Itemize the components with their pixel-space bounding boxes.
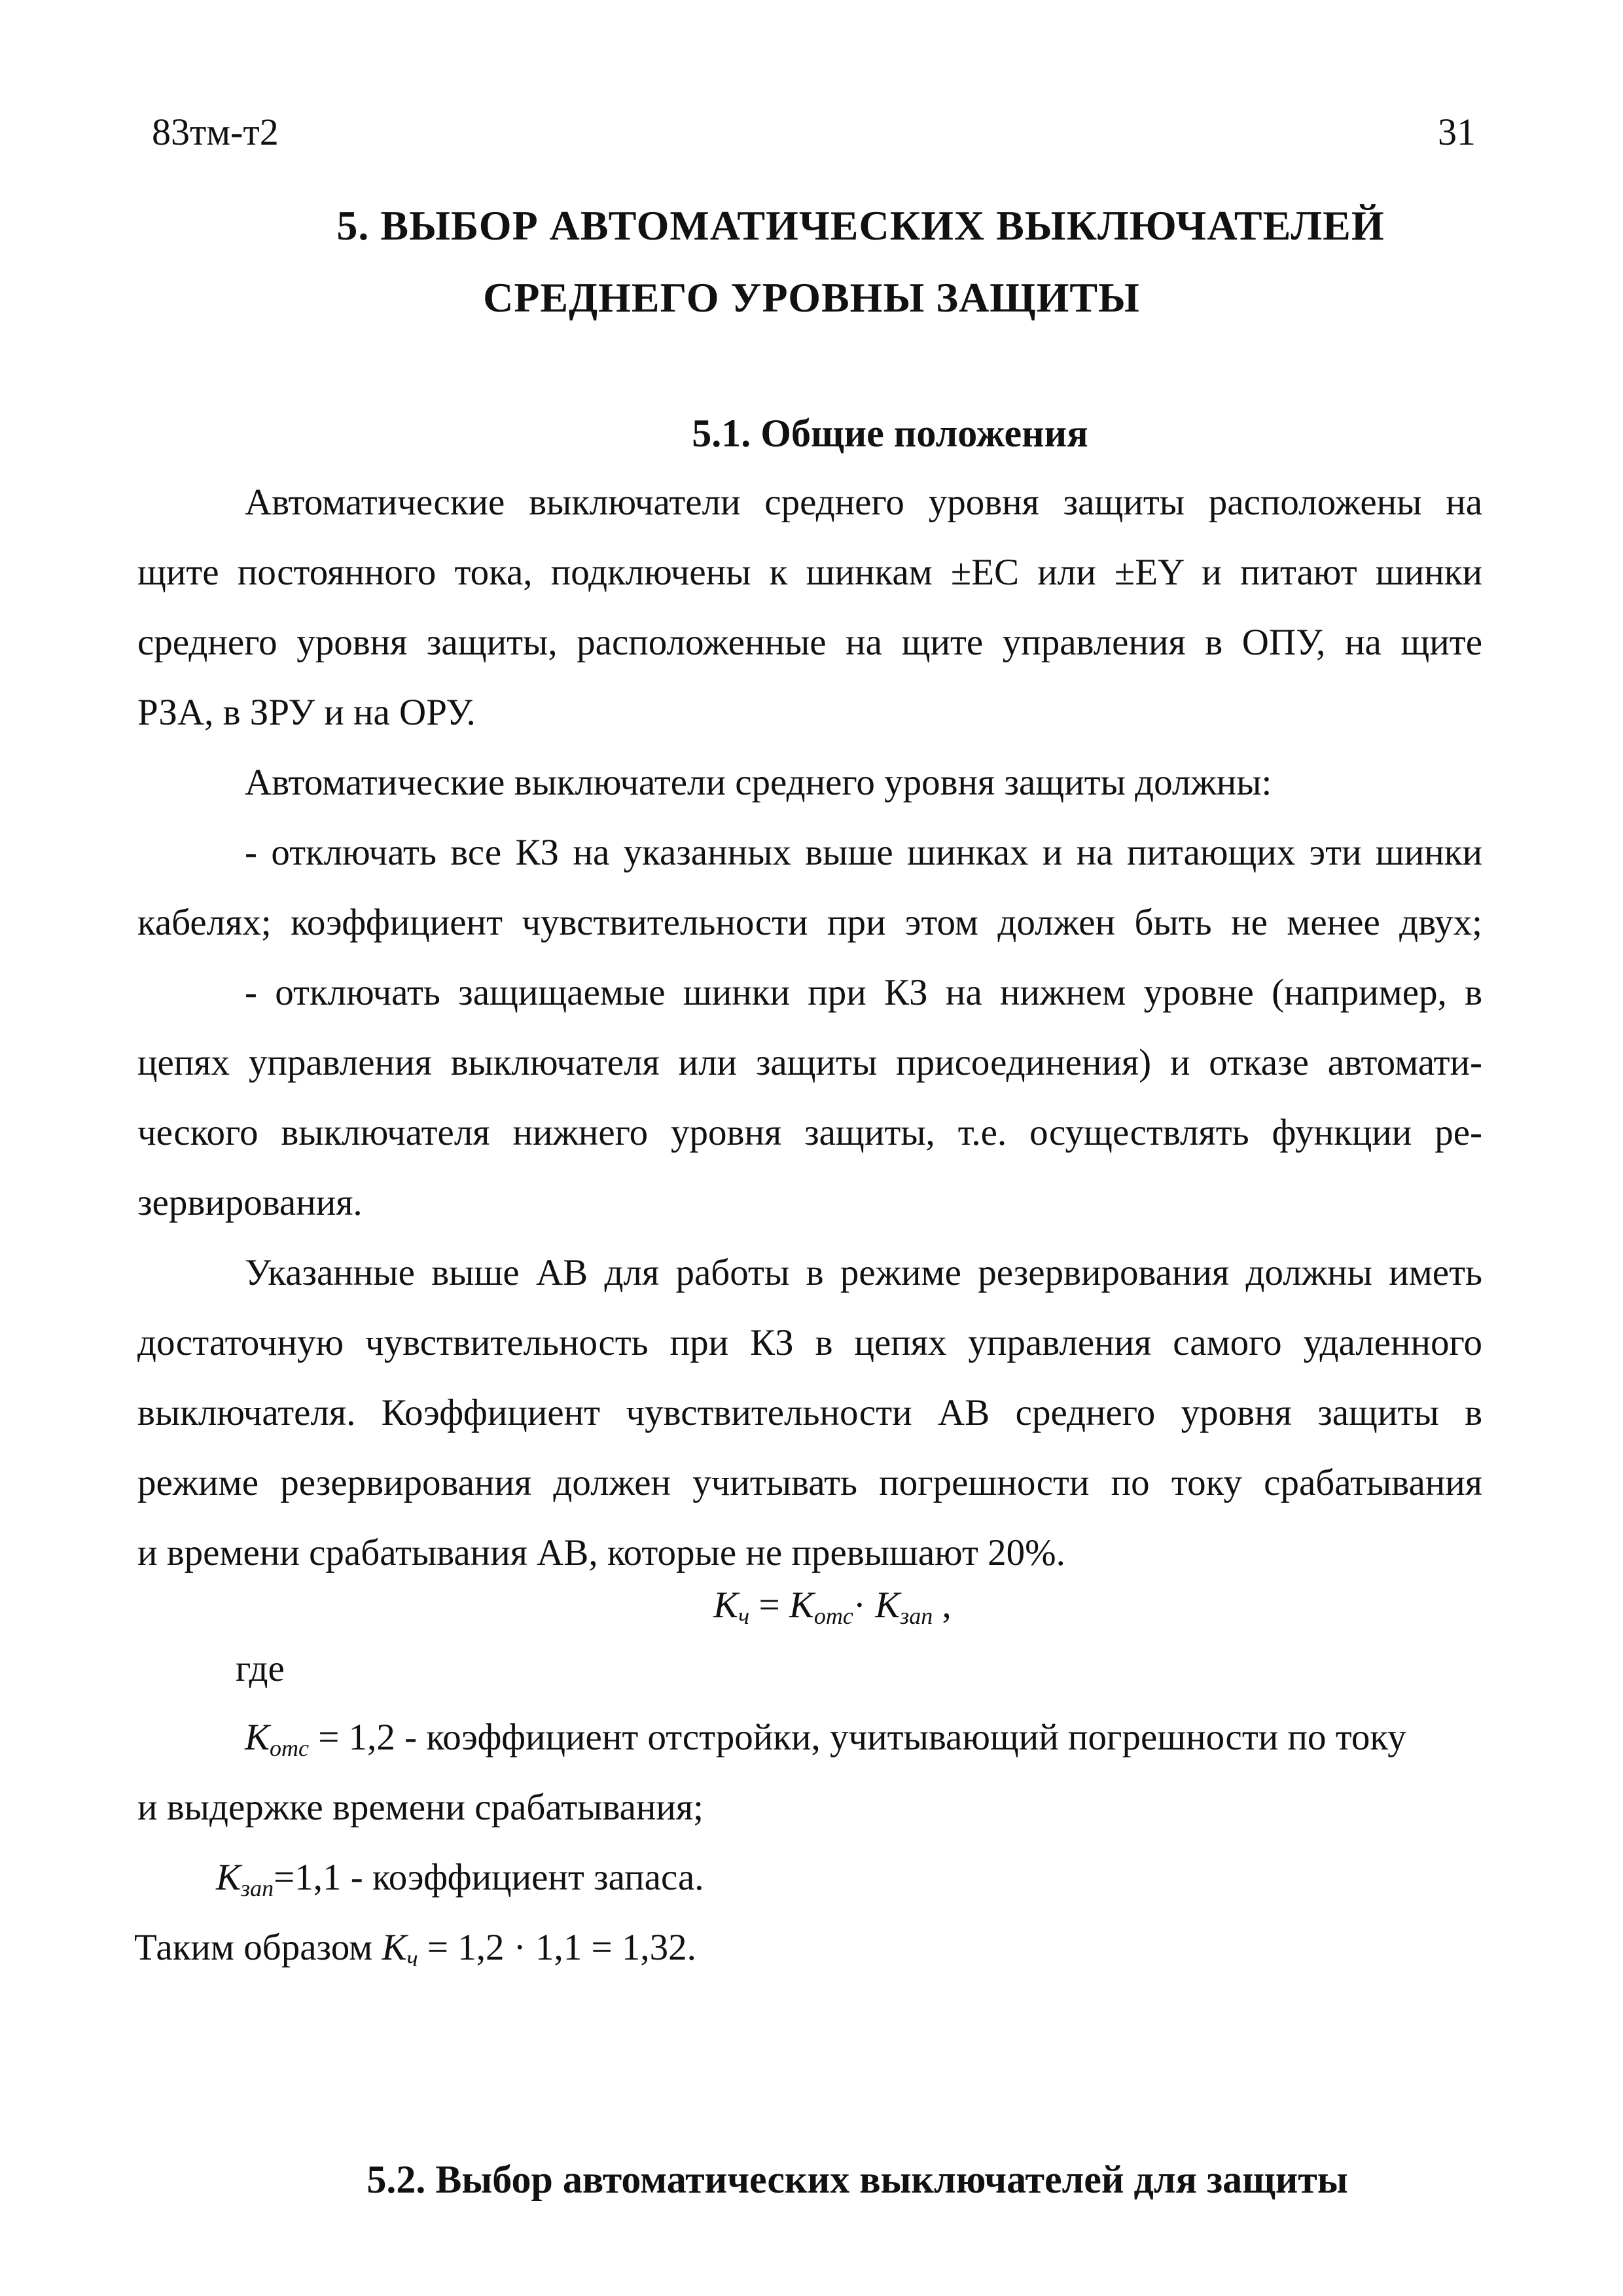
paragraph-line: Автоматические выключатели среднего уровня защиты должны:: [245, 762, 1272, 803]
kots-definition: $K_{отс} = 1,2$ - коэффициент отстройки, учитывающий погрешности по току: [245, 1717, 1406, 1761]
list-item-line: - отключать защищаемые шинки при КЗ на нижнем уровне (например, в: [245, 972, 1482, 1013]
chapter-title-line-2: СРЕДНЕГО УРОВНЫ ЗАЩИТЫ: [483, 274, 1140, 321]
list-item-line: - отключать все КЗ на указанных выше шинках и на питающих эти шинки: [245, 832, 1482, 873]
paragraph-line: Указанные выше АВ для работы в режиме резервирования должны иметь: [245, 1252, 1482, 1293]
paragraph-line: режиме резервирования должен учитывать погрешности по току срабатывания: [137, 1462, 1482, 1503]
formula-kch: $K_ч = K_{отс}\cdot K_{зап}$ ,: [713, 1585, 952, 1629]
list-item-line: цепях управления выключателя или защиты присоединения) и отказе автомати-: [137, 1042, 1482, 1083]
paragraph-line: среднего уровня защиты, расположенные на щите управления в ОПУ, на щите: [137, 622, 1482, 663]
paragraph-line: РЗА, в ЗРУ и на ОРУ.: [137, 692, 476, 733]
chapter-title-line-1: 5. ВЫБОР АВТОМАТИЧЕСКИХ ВЫКЛЮЧАТЕЛЕЙ: [336, 202, 1385, 249]
document-code: 83тм-т2: [152, 111, 279, 153]
list-item-line: зервирования.: [137, 1182, 363, 1223]
paragraph-line: достаточную чувствительность при КЗ в цепях управления самого удаленного: [137, 1322, 1482, 1363]
section-5-1-heading: 5.1. Общие положения: [692, 412, 1088, 455]
kzap-definition: $K_{зап}=1,1$ - коэффициент запаса.: [216, 1857, 704, 1901]
where-label: где: [236, 1648, 285, 1689]
paragraph-line: щите постоянного тока, подключены к шинкам ±ЕС или ±ЕY и питают шинки: [137, 552, 1482, 593]
paragraph-line: и времени срабатывания АВ, которые не превышают 20%.: [137, 1532, 1065, 1573]
paragraph-line: выключателя. Коэффициент чувствительности АВ среднего уровня защиты в: [137, 1392, 1482, 1433]
kots-definition-cont: и выдержке времени срабатывания;: [137, 1787, 704, 1828]
result-line: Таким образом $K_ч = 1,2 \cdot 1,1 = 1,32$.: [134, 1927, 696, 1971]
list-item-line: кабелях; коэффициент чувствительности при этом должен быть не менее двух;: [137, 902, 1482, 943]
list-item-line: ческого выключателя нижнего уровня защиты, т.е. осуществлять функции ре-: [137, 1112, 1482, 1153]
paragraph-line: Автоматические выключатели среднего уровня защиты расположены на: [245, 482, 1482, 523]
section-5-2-heading: 5.2. Выбор автоматических выключателей для защиты: [366, 2158, 1348, 2201]
page-number: 31: [1438, 111, 1476, 153]
